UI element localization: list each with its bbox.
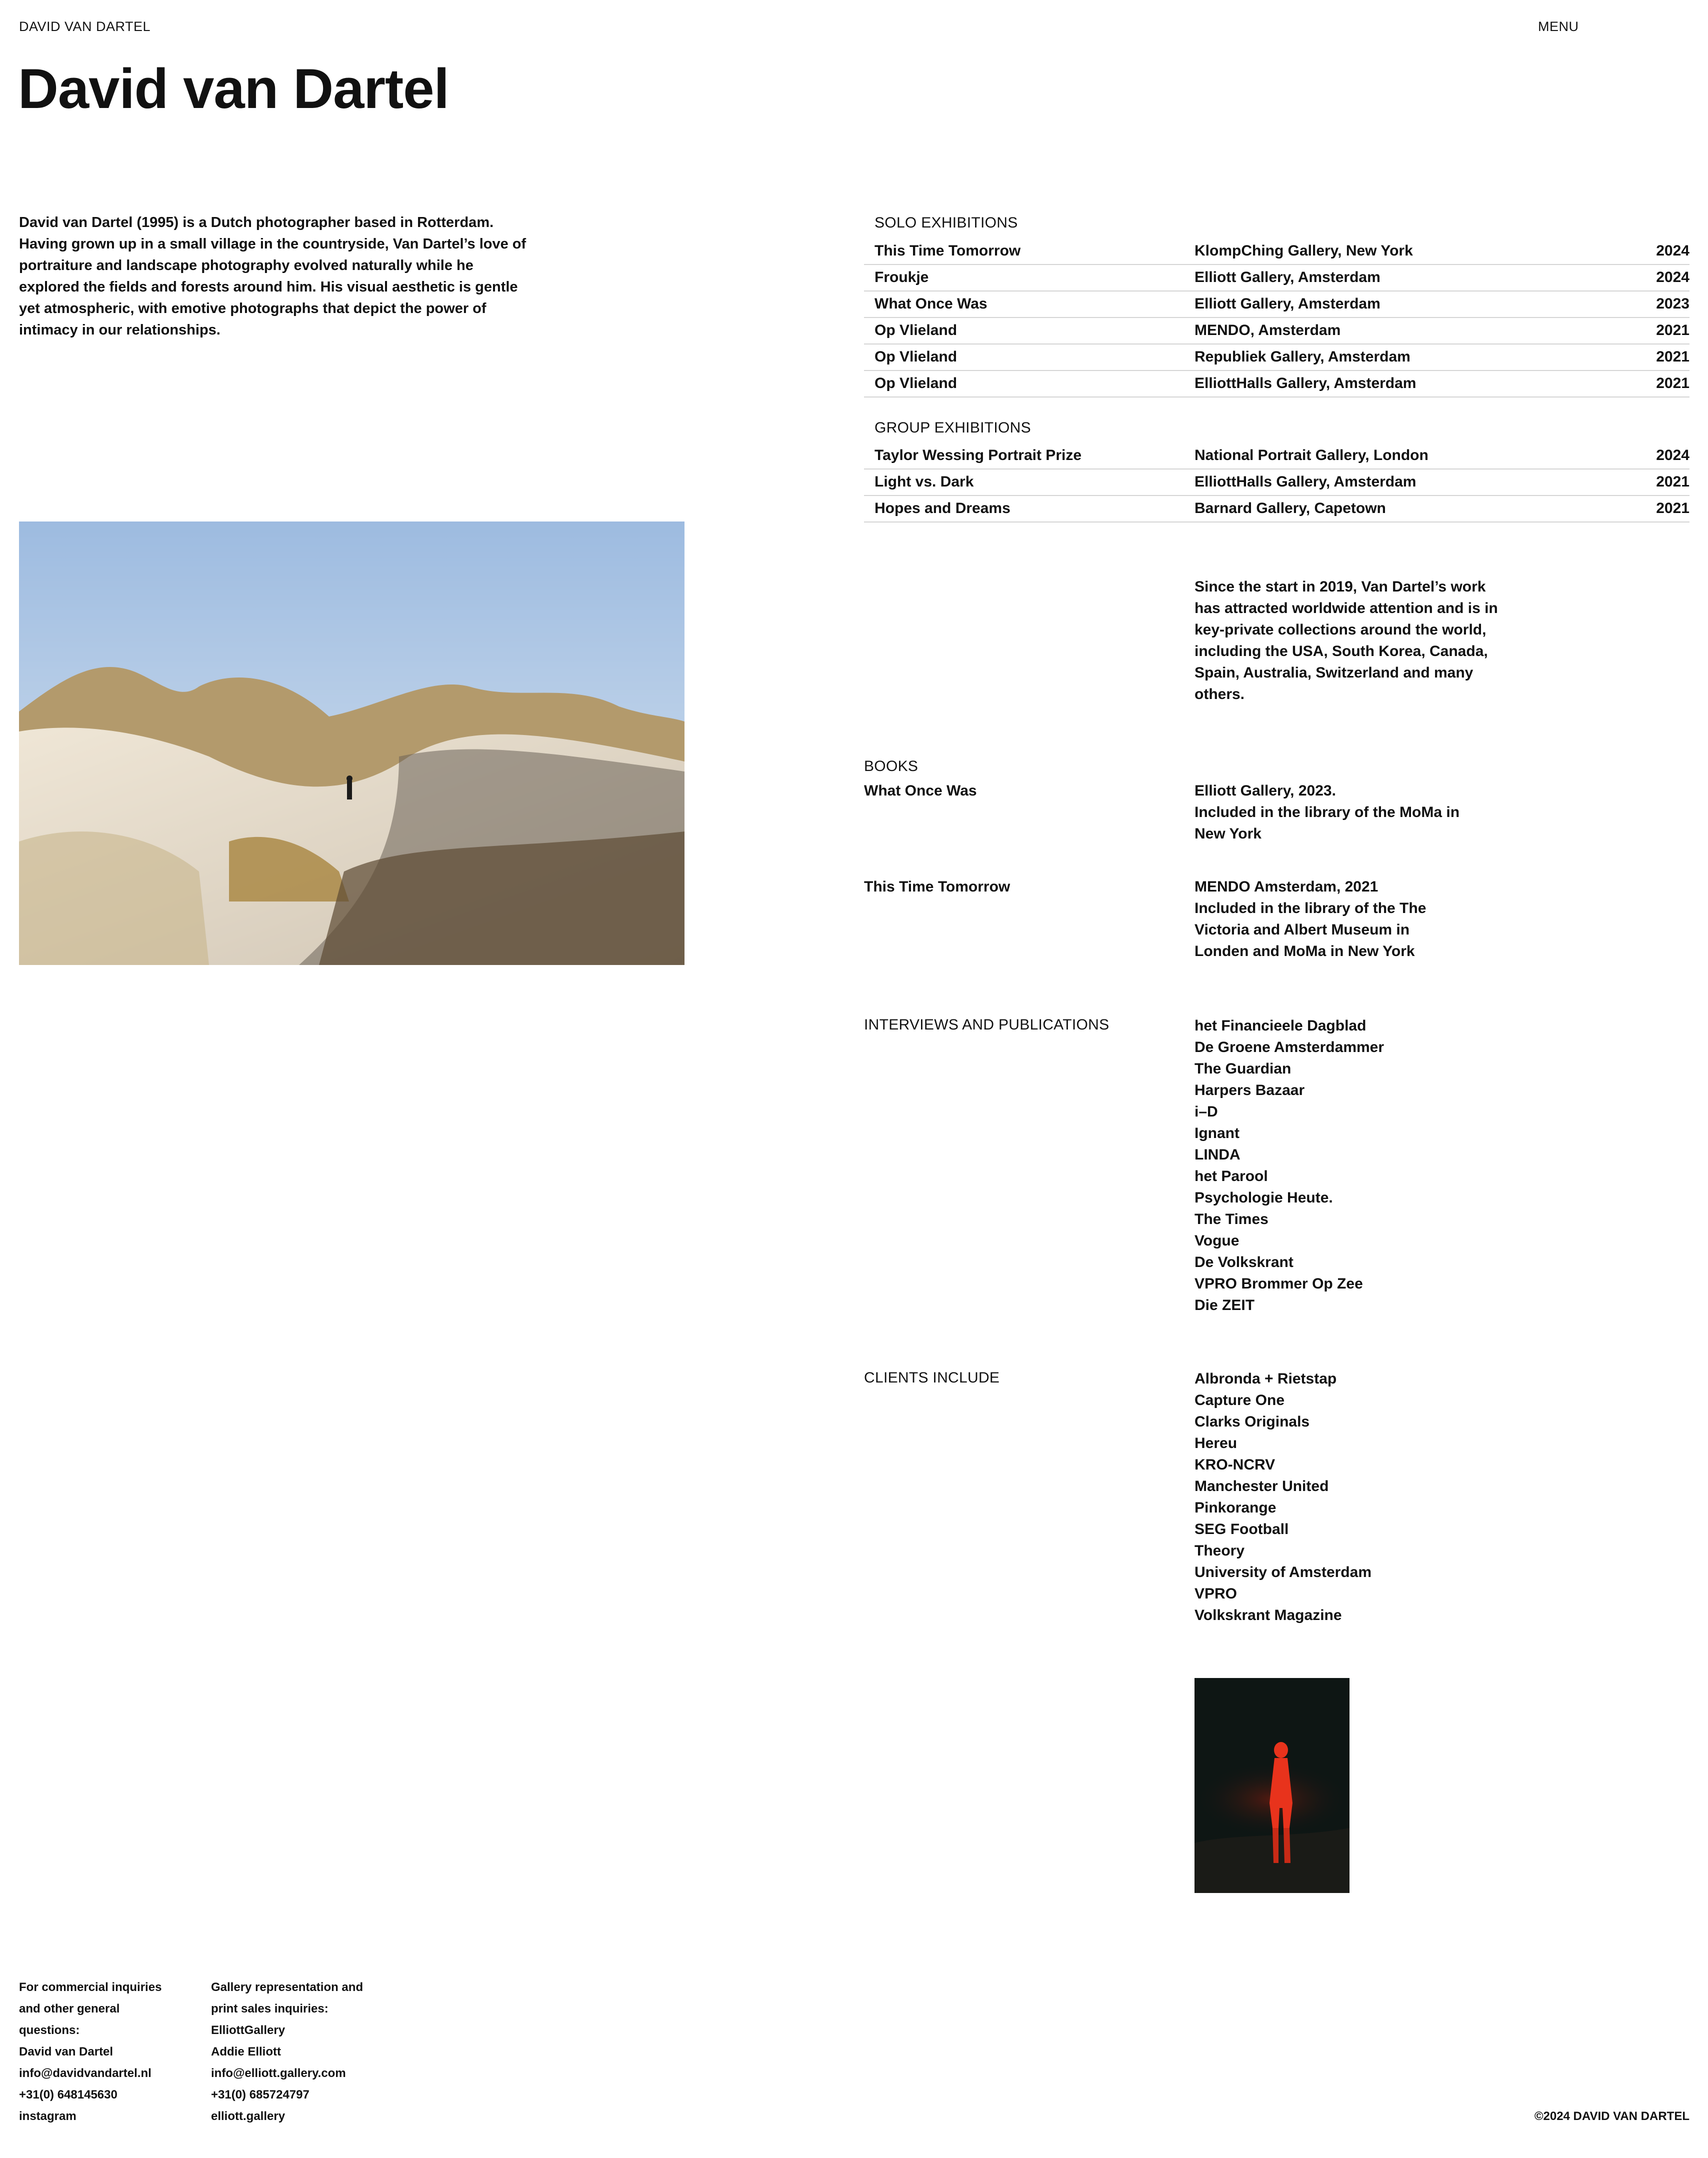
list-item: Vogue: [1194, 1232, 1240, 1249]
table-row: [864, 370, 1690, 398]
exhibition-title: Taylor Wessing Portrait Prize: [874, 447, 1082, 464]
exhibition-title: Hopes and Dreams: [874, 500, 1010, 516]
table-row: [864, 442, 1690, 470]
table-row: [864, 468, 1690, 496]
group-exhibitions-heading: GROUP EXHIBITIONS: [874, 420, 1031, 436]
publications-list: [1194, 1015, 1384, 1316]
list-item: Hereu: [1194, 1435, 1238, 1452]
list-item: Pinkorange: [1194, 1500, 1276, 1516]
list-item: The Guardian: [1194, 1060, 1292, 1077]
exhibition-title: What Once Was: [874, 296, 988, 312]
commercial-contact: For commercial inquiries and other general questions: David van Dartel info@davidvandartel.nl +31(0) 648145630 instagram: [19, 1976, 162, 2127]
list-item: KRO-NCRV: [1194, 1456, 1276, 1473]
list-item: Albronda + Rietstap: [1194, 1370, 1337, 1387]
exhibition-year: 2021: [1656, 500, 1690, 516]
exhibition-title: Op Vlieland: [874, 322, 958, 338]
exhibition-title: Froukje: [874, 269, 929, 286]
email-link[interactable]: info@davidvandartel.nl: [19, 2066, 152, 2080]
phone-link[interactable]: +31(0) 685724797: [211, 2088, 310, 2102]
table-row: [864, 290, 1690, 318]
table-row: [864, 344, 1690, 371]
exhibition-venue: ElliottHalls Gallery, Amsterdam: [1194, 375, 1416, 392]
exhibition-venue: Elliott Gallery, Amsterdam: [1194, 296, 1380, 312]
list-item: het Financieele Dagblad: [1194, 1018, 1366, 1034]
book-details: Elliott Gallery, 2023. Included in the library of the MoMa in New York: [1194, 782, 1460, 842]
copyright: ©2024 DAVID VAN DARTEL: [1534, 2110, 1690, 2123]
phone-link[interactable]: +31(0) 648145630: [19, 2088, 118, 2102]
exhibition-title: This Time Tomorrow: [874, 242, 1021, 259]
dune-landscape-photo: [19, 522, 684, 965]
book-title: What Once Was: [864, 782, 977, 799]
books-heading: BOOKS: [864, 758, 918, 774]
list-item: SEG Football: [1194, 1521, 1289, 1538]
list-item: University of Amsterdam: [1194, 1564, 1372, 1580]
table-row: [864, 495, 1690, 522]
list-item: Capture One: [1194, 1392, 1285, 1408]
exhibition-venue: National Portrait Gallery, London: [1194, 447, 1428, 464]
list-item: Manchester United: [1194, 1478, 1329, 1494]
dune-landscape-illustration: [19, 522, 684, 965]
table-row: [864, 238, 1690, 265]
site-name-link[interactable]: DAVID VAN DARTEL: [19, 19, 151, 34]
list-item: Clarks Originals: [1194, 1414, 1310, 1430]
list-item: Die ZEIT: [1194, 1297, 1255, 1314]
list-item: het Parool: [1194, 1168, 1268, 1184]
list-item: De Groene Amsterdammer: [1194, 1039, 1384, 1056]
exhibition-venue: ElliottHalls Gallery, Amsterdam: [1194, 474, 1416, 490]
list-item: The Times: [1194, 1211, 1268, 1228]
exhibition-title: Op Vlieland: [874, 348, 958, 365]
exhibition-year: 2021: [1656, 322, 1690, 338]
intro-paragraph: David van Dartel (1995) is a Dutch photographer based in Rotterdam. Having grown up in a small village in the countryside, Van Dartel’s love of portraiture and landscape photography evolved naturally while he explored the fields and forests around him. His visual aesthetic is gentle yet atmospheric, with emotive photographs that depict the power of intimacy in our relationships.: [19, 214, 526, 338]
gallery-contact: Gallery representation and print sales inquiries: ElliottGallery Addie Elliott info@elliott.gallery.com +31(0) 685724797 elliott.gallery: [211, 1976, 363, 2127]
red-figure-photo: [1194, 1678, 1350, 1893]
exhibition-year: 2021: [1656, 348, 1690, 365]
list-item: Harpers Bazaar: [1194, 1082, 1305, 1098]
exhibition-year: 2021: [1656, 375, 1690, 392]
exhibition-year: 2023: [1656, 296, 1690, 312]
exhibition-venue: MENDO, Amsterdam: [1194, 322, 1341, 338]
list-item: Theory: [1194, 1542, 1245, 1559]
list-item: Psychologie Heute.: [1194, 1190, 1333, 1206]
list-item: De Volkskrant: [1194, 1254, 1294, 1270]
exhibition-year: 2024: [1656, 447, 1690, 464]
exhibition-venue: Barnard Gallery, Capetown: [1194, 500, 1386, 516]
collections-paragraph: Since the start in 2019, Van Dartel’s work has attracted worldwide attention and is in key-private collections around the world, including the USA, South Korea, Canada, Spain, Australia, Switzerland and many others.: [1194, 578, 1498, 702]
table-row: [864, 317, 1690, 344]
exhibition-venue: Republiek Gallery, Amsterdam: [1194, 348, 1410, 365]
exhibition-venue: Elliott Gallery, Amsterdam: [1194, 269, 1380, 286]
email-link[interactable]: info@elliott.gallery.com: [211, 2066, 346, 2080]
table-row: [864, 264, 1690, 292]
exhibition-title: Light vs. Dark: [874, 474, 974, 490]
gallery-website-link[interactable]: elliott.gallery: [211, 2110, 286, 2123]
exhibition-year: 2024: [1656, 242, 1690, 259]
exhibition-year: 2021: [1656, 474, 1690, 490]
publications-heading: INTERVIEWS AND PUBLICATIONS: [864, 1016, 1110, 1033]
exhibition-year: 2024: [1656, 269, 1690, 286]
solo-exhibitions-heading: SOLO EXHIBITIONS: [874, 214, 1018, 231]
book-details: MENDO Amsterdam, 2021 Included in the library of the The Victoria and Albert Museum in Londen and MoMa in New York: [1194, 878, 1426, 960]
menu-button[interactable]: MENU: [1538, 19, 1579, 34]
clients-list: [1194, 1368, 1372, 1626]
list-item: Volkskrant Magazine: [1194, 1607, 1342, 1624]
list-item: Ignant: [1194, 1125, 1240, 1142]
list-item: VPRO Brommer Op Zee: [1194, 1276, 1363, 1292]
exhibition-title: Op Vlieland: [874, 375, 958, 392]
list-item: LINDA: [1194, 1146, 1240, 1163]
clients-heading: CLIENTS INCLUDE: [864, 1370, 1000, 1386]
page-title: David van Dartel: [18, 58, 449, 120]
list-item: VPRO: [1194, 1586, 1238, 1602]
instagram-link[interactable]: instagram: [19, 2110, 76, 2123]
exhibition-venue: KlompChing Gallery, New York: [1194, 242, 1413, 259]
book-title: This Time Tomorrow: [864, 878, 1010, 895]
red-figure-illustration: [1194, 1678, 1350, 1893]
list-item: i–D: [1194, 1104, 1218, 1120]
